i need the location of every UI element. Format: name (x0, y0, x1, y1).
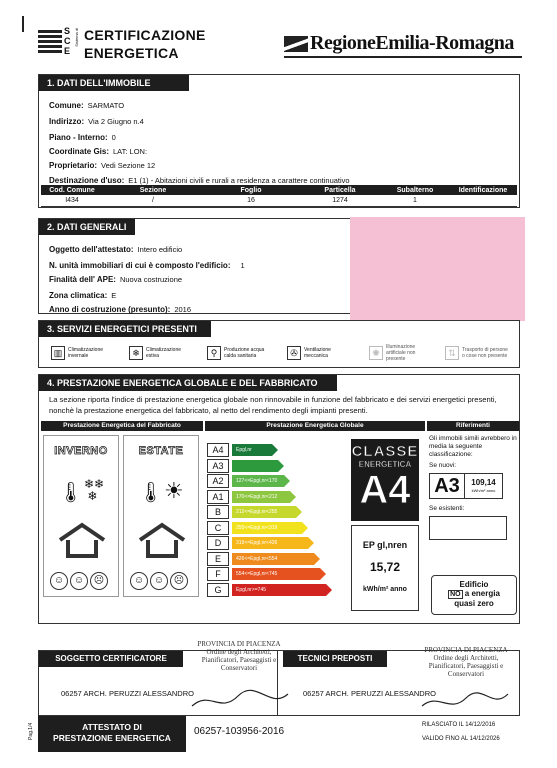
proprietario-row: Proprietario: Vedi Sezione 12 (49, 161, 156, 170)
valido-date: VALIDO FINO AL 14/12/2026 (422, 736, 500, 742)
attestato-title-1: ATTESTATO DI (82, 722, 142, 732)
energy-class-row (207, 552, 314, 566)
section-servizi (38, 320, 520, 368)
energy-class-label: A1 (207, 490, 229, 504)
energy-class-row (207, 521, 302, 535)
ep-value: 15,72 (369, 560, 401, 574)
region-logo (284, 30, 522, 58)
rilasciato-date: RILASCIATO IL 14/12/2016 (422, 722, 496, 728)
piano-value: 0 (111, 133, 116, 142)
proprietario-value: Vedi Sezione 12 (101, 161, 156, 170)
energy-class-arrow: 212<=Epgl,nr<255 (232, 506, 296, 518)
energy-class-arrow: 319<=Epgl,nr<426 (232, 537, 308, 549)
signature-scribble-right (420, 688, 510, 721)
gis-row: Coordinate Gis: LAT: LON: (49, 147, 148, 156)
classe-word: CLASSE (351, 443, 419, 460)
finalita-value: Nuova costruzione (119, 275, 183, 284)
nuovi-class: A3 (429, 473, 465, 499)
energy-class-label: C (207, 521, 229, 535)
energy-class-arrow: 127<=Epgl,nr<170 (232, 475, 284, 487)
title-line-1: CERTIFICAZIONE (84, 27, 206, 43)
section-immobile (38, 74, 520, 208)
nzeb-badge (431, 575, 517, 615)
fan-icon: ✇ (287, 346, 301, 360)
thermometer-cold-icon: 🌡 (58, 482, 84, 504)
energy-class-arrow: Epgl,nr (232, 444, 272, 456)
zona-value: E (111, 291, 117, 300)
unita-value: 1 (240, 261, 245, 270)
ep-box (351, 525, 419, 611)
section-2-title: 2. DATI GENERALI (39, 219, 135, 235)
table-row: I434 / 16 1274 1 (41, 195, 517, 206)
title-line-2: ENERGETICA (84, 45, 179, 61)
energy-class-row (207, 490, 290, 504)
stamp-right: PROVINCIA DI PIACENZA Ordine degli Architetti, Pianificatori, Paesaggisti e Conservatori (424, 646, 508, 678)
service-riscaldamento: ▥ Climatizzazione invernale (51, 339, 102, 367)
energy-class-arrow: Epgl,nr>=745 (232, 584, 326, 596)
service-trasporto: ⇅ Trasporto di persone o cose non presente (445, 339, 512, 367)
energy-class-scale (207, 443, 347, 603)
lamp-icon: ✺ (369, 346, 383, 360)
ep-label: EP gl,nren (362, 540, 408, 550)
energy-class-arrow (232, 460, 278, 472)
face-happy-icon: ☺ (130, 572, 148, 590)
se-nuovi-label: Se nuovi: (429, 462, 457, 469)
document-title (84, 26, 206, 62)
finalita-row: Finalità dell' APE: Nuova costruzione (49, 275, 183, 284)
nzeb-line-1: Edificio (459, 580, 489, 589)
page-number: Pag.1/4 (28, 722, 34, 740)
energy-class-label: A4 (207, 443, 229, 457)
attestato-block (38, 716, 186, 752)
rating-faces (50, 572, 108, 590)
estate-label: ESTATE (138, 445, 184, 457)
energy-subheaders (41, 421, 519, 431)
energy-class-arrow: 554<=Epgl,nr<745 (232, 568, 320, 580)
energy-class-label: A2 (207, 474, 229, 488)
attestato-title-2: PRESTAZIONE ENERGETICA (53, 733, 171, 743)
zona-row: Zona climatica: E (49, 291, 117, 300)
service-acqua-calda: ⚲ Produzione acqua calda sanitaria (207, 339, 270, 367)
energy-class-arrow: 170<=Epgl,nr<212 (232, 491, 290, 503)
tecnico-name: 06257 ARCH. PERUZZI ALESSANDRO (303, 689, 436, 698)
stamp-left: PROVINCIA DI PIACENZA Ordine degli Architetti, Pianificatori, Paesaggisti e Conservatori (197, 640, 281, 672)
energy-class-row (207, 459, 278, 473)
section-prestazione (38, 374, 520, 624)
nzeb-line-3: quasi zero (454, 599, 494, 608)
snowflakes-icon: ❄❄ ❄ (84, 477, 105, 503)
nuovi-unit: kWh/m² anno (471, 488, 496, 493)
face-happy-icon: ☺ (50, 572, 68, 590)
service-ventilazione: ✇ Ventilazione meccanica (287, 339, 338, 367)
head-fabbricato: Prestazione Energetica del Fabbricato (41, 421, 203, 431)
energy-class-row (207, 567, 320, 581)
energy-class-label: F (207, 567, 229, 581)
panel-estate (123, 435, 199, 597)
energy-class-arrow: 255<=Epgl,nr<319 (232, 522, 302, 534)
reference-text: Gli immobili simili avrebbero in media la seguente classificazione: (429, 435, 517, 458)
attestato-code: 06257-103956-2016 (194, 726, 285, 737)
sce-logo: S C E Sistema di (38, 26, 80, 64)
house-icon (56, 522, 108, 563)
snowflake-icon: ❄ (129, 346, 143, 360)
head-globale: Prestazione Energetica Globale (205, 421, 425, 431)
service-raffrescamento: ❄ Climatizzazione estiva (129, 339, 180, 367)
comune-value: SARMATO (87, 101, 125, 110)
energy-class-row (207, 505, 296, 519)
section-4-title: 4. PRESTAZIONE ENERGETICA GLOBALE E DEL FABBRICATO (39, 375, 337, 391)
nzeb-no-box: NO (450, 591, 461, 598)
face-sad-icon: ☹ (90, 572, 108, 590)
house-icon (136, 522, 188, 563)
anno-value: 2016 (174, 305, 192, 314)
services-list (51, 339, 515, 367)
anno-row: Anno di costruzione (presunto): 2016 (49, 305, 192, 314)
gis-value: LAT: LON: (113, 147, 148, 156)
energy-class-row (207, 443, 272, 457)
section-3-title: 3. SERVIZI ENERGETICI PRESENTI (39, 321, 211, 337)
cadastral-header-row: Cod. Comune Sezione Foglio Particella Subalterno Identificazione (41, 185, 517, 195)
thermometer-hot-icon: 🌡 (138, 482, 164, 504)
page-mark (22, 16, 24, 32)
energy-class-label: G (207, 583, 229, 597)
energy-class-row (207, 583, 326, 597)
section-4-intro: La sezione riporta l'indice di prestazione energetica globale non rinnovabile in funzione del fabbricato e dei servizi energetici presenti, nonchè la prestazione energetica del fabbricato, al netto del rendimento degli impianti presenti. (49, 395, 497, 415)
region-name: RegioneEmilia-Romagna (310, 32, 514, 54)
reference-panel (429, 435, 517, 540)
soggetto-title: SOGGETTO CERTIFICATORE (39, 651, 183, 667)
tecnici-title: TECNICI PREPOSTI (283, 651, 387, 667)
energy-class-arrow: 426<=Epgl,nr<554 (232, 553, 314, 565)
logo-caption: Sistema di (74, 28, 79, 47)
destinazione-value: E1 (1) - Abitazioni civili e rurali a residenza a carattere continuativo (128, 176, 350, 185)
radiator-icon: ▥ (51, 346, 65, 360)
sun-icon: ☀ (164, 478, 184, 503)
destinazione-row: Destinazione d'uso: E1 (1) - Abitazioni civili e rurali a residenza a carattere continuativo (49, 176, 350, 185)
energetica-word: ENERGETICA (358, 460, 412, 469)
inverno-label: INVERNO (54, 445, 108, 457)
face-neutral-icon: ☺ (150, 572, 168, 590)
piano-row: Piano - Interno: 0 (49, 133, 116, 142)
ep-unit: kWh/m² anno (363, 586, 407, 593)
panel-inverno (43, 435, 119, 597)
energy-class-label: D (207, 536, 229, 550)
section-1-title: 1. DATI DELL'IMMOBILE (39, 75, 189, 91)
soggetto-name: 06257 ARCH. PERUZZI ALESSANDRO (61, 689, 194, 698)
esistenti-empty-box (429, 516, 507, 540)
se-esistenti-label: Se esistenti: (429, 505, 465, 512)
oggetto-value: Intero edificio (137, 245, 183, 254)
energy-class-row (207, 474, 284, 488)
service-illuminazione: ✺ Illuminazione artificiale non presente (369, 339, 430, 367)
energy-class-label: B (207, 505, 229, 519)
energy-class-row (207, 536, 308, 550)
face-sad-icon: ☹ (170, 572, 188, 590)
face-neutral-icon: ☺ (70, 572, 88, 590)
indirizzo-value: Via 2 Giugno n.4 (88, 117, 144, 126)
oggetto-row: Oggetto dell'attestato: Intero edificio (49, 245, 183, 254)
comune-row: Comune: SARMATO (49, 101, 125, 110)
nuovi-value: 109,14 (471, 478, 496, 487)
nzeb-line-2: a energia (464, 589, 500, 598)
energy-class-value: A4 (359, 468, 411, 512)
tap-icon: ⚲ (207, 346, 221, 360)
nuovi-class-row (429, 473, 517, 499)
indirizzo-row: Indirizzo: Via 2 Giugno n.4 (49, 117, 144, 126)
redacted-area (350, 217, 525, 321)
unita-row: N. unità immobiliari di cui è composto l'edificio: 1 (49, 261, 245, 270)
cadastral-table (41, 185, 517, 207)
head-riferimenti: Riferimenti (427, 421, 519, 431)
region-flag-icon (284, 36, 308, 52)
energy-class-badge (351, 439, 419, 521)
energy-class-label: A3 (207, 459, 229, 473)
elevator-icon: ⇅ (445, 346, 459, 360)
rating-faces (130, 572, 188, 590)
signature-scribble-left (190, 686, 290, 721)
energy-class-label: E (207, 552, 229, 566)
